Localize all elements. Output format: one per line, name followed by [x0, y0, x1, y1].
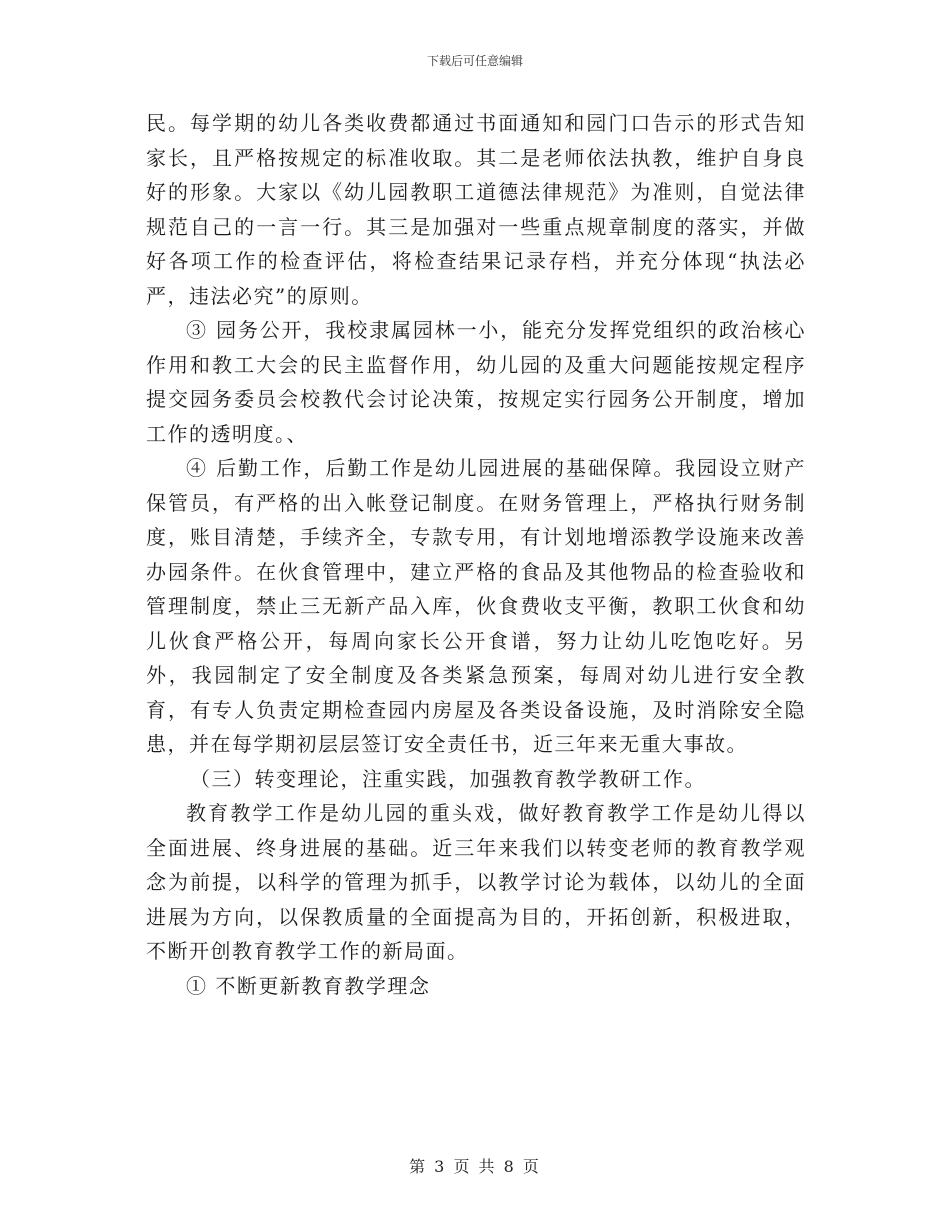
- paragraph-campus-affairs: ③ 园务公开，我校隶属园林一小，能充分发挥党组织的政治核心作用和教工大会的民主监督作用，幼儿园的及重大问题能按规定程序提交园务委员会校教代会讨论决策，按规定实行园务公开制度，增加工作的透明度。、: [146, 318, 806, 446]
- section-heading-teaching: （三）转变理论，注重实践，加强教育教学教研工作。: [190, 766, 706, 791]
- paragraph-logistics: ④ 后勤工作，后勤工作是幼儿园进展的基础保障。我园设立财产保管员，有严格的出入帐登记制度。在财务管理上，严格执行财务制度，账目清楚，手续齐全，专款专用，有计划地增添教学设施来改善办园条件。在伙食管理中，建立严格的食品及其他物品的检查验收和管理制度，禁止三无新产品入库，伙食费收支平衡，教职工伙食和幼儿伙食严格公开，每周向家长公开食谱，努力让幼儿吃饱吃好。另外，我园制定了安全制度及各类紧急预案，每周对幼儿进行安全教育，有专人负责定期检查园内房屋及各类设备设施，及时消除安全隐患，并在每学期初层层签订安全责任书，近三年来无重大事故。: [146, 456, 806, 756]
- page-header-note: 下载后可任意编辑: [426, 54, 523, 68]
- page-footer-number: 第 3 页 共 8 页: [409, 1157, 541, 1176]
- document-body: [146, 106, 806, 1003]
- list-item-update-concepts: ① 不断更新教育教学理念: [186, 973, 431, 998]
- paragraph-teaching: 教育教学工作是幼儿园的重头戏，做好教育教学工作是幼儿得以全面进展、终身进展的基础。近三年来我们以转变老师的教育教学观念为前提，以科学的管理为抓手，以教学讨论为载体，以幼儿的全面进展为方向，以保教质量的全面提高为目的，开拓创新，积极进取，不断开创教育教学工作的新局面。: [146, 801, 806, 963]
- paragraph-continuation: 民。每学期的幼儿各类收费都通过书面通知和园门口告示的形式告知家长，且严格按规定的标准收取。其二是老师依法执教，维护自身良好的形象。大家以《幼儿园教职工道德法律规范》为准则，自觉法律规范自己的一言一行。其三是加强对一些重点规章制度的落实，并做好各项工作的检查评估，将检查结果记录存档，并充分体现“执法必严，违法必究”的原则。: [146, 111, 806, 308]
